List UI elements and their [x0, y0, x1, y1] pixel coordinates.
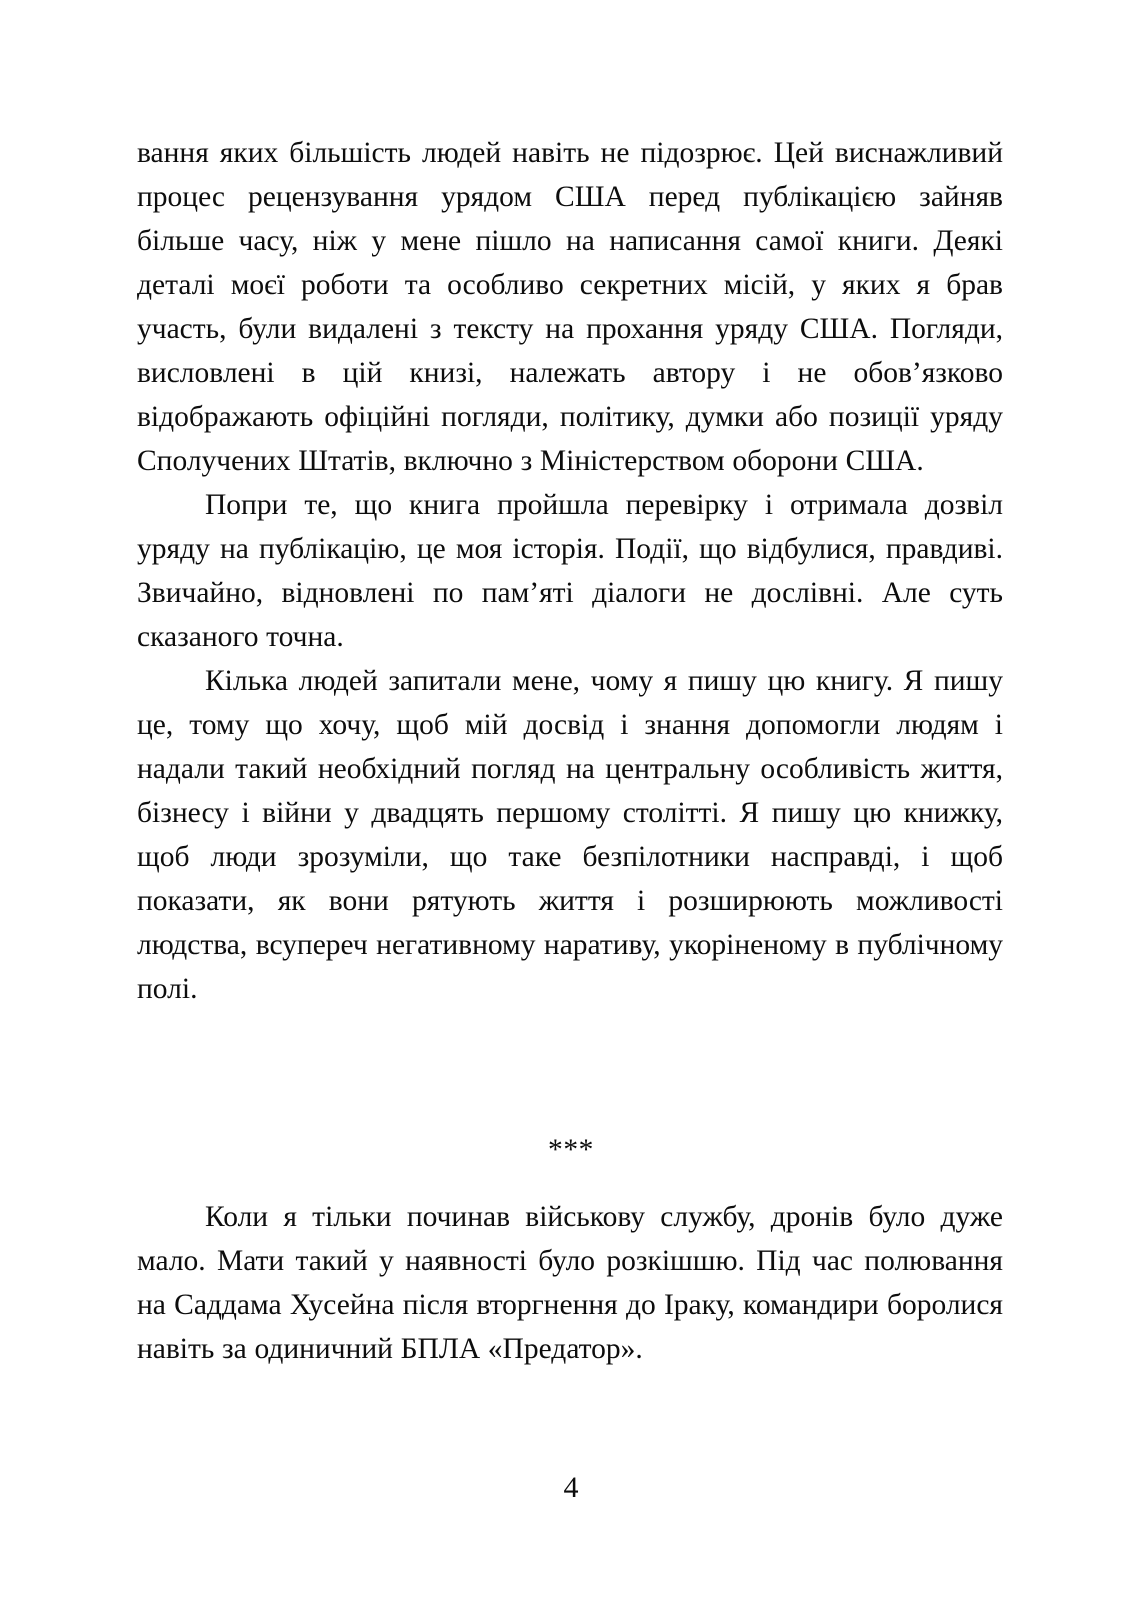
- paragraph-4: Коли я тільки починав військову службу, дронів було дуже мало. Мати такий у наявності було розкішшю. Під час полювання на Саддама Хусейна після вторгнення до Іраку, командири боролися навіть за одиничний БПЛА «Предатор».: [137, 1201, 1003, 1365]
- section-divider: ***: [547, 1134, 595, 1166]
- paragraph-1: вання яких більшість людей навіть не підозрює. Цей виснажливий процес рецензування урядом США перед публікацією зайняв більше часу, ніж у мене пішло на написання самої книги. Деякі деталі моєї роботи та особливо секретних місій, у яких я брав участь, були видалені з тексту на прохання уряду США. Погляди, висловлені в цій книзі, належать автору і не обов’язково відображають офіційні погляди, політику, думки або позиції уряду Сполучених Штатів, включно з Міністерством оборони США.: [137, 137, 1003, 477]
- page-body-text-after-divider: [137, 1195, 1003, 1371]
- paragraph-3: Кілька людей запитали мене, чому я пишу цю книгу. Я пишу це, тому що хочу, щоб мій досвід і знання допомогли людям і надали такий необхідний погляд на центральну особливість життя, бізнесу і війни у двадцять першому столітті. Я пишу цю книжку, щоб люди зрозуміли, що таке безпілотники насправді, і щоб показати, як вони рятують життя і розширюють можливості людства, всупереч негативному наративу, укоріненому в публічному полі.: [137, 665, 1003, 1005]
- page-number: 4: [563, 1471, 579, 1504]
- page-body-text: [137, 131, 1003, 1011]
- paragraph-2: Попри те, що книга пройшла перевірку і отримала дозвіл уряду на публікацію, це моя історія. Події, що відбулися, правдиві. Звичайно, відновлені по пам’яті діалоги не дослівні. Але суть сказаного точна.: [137, 489, 1003, 653]
